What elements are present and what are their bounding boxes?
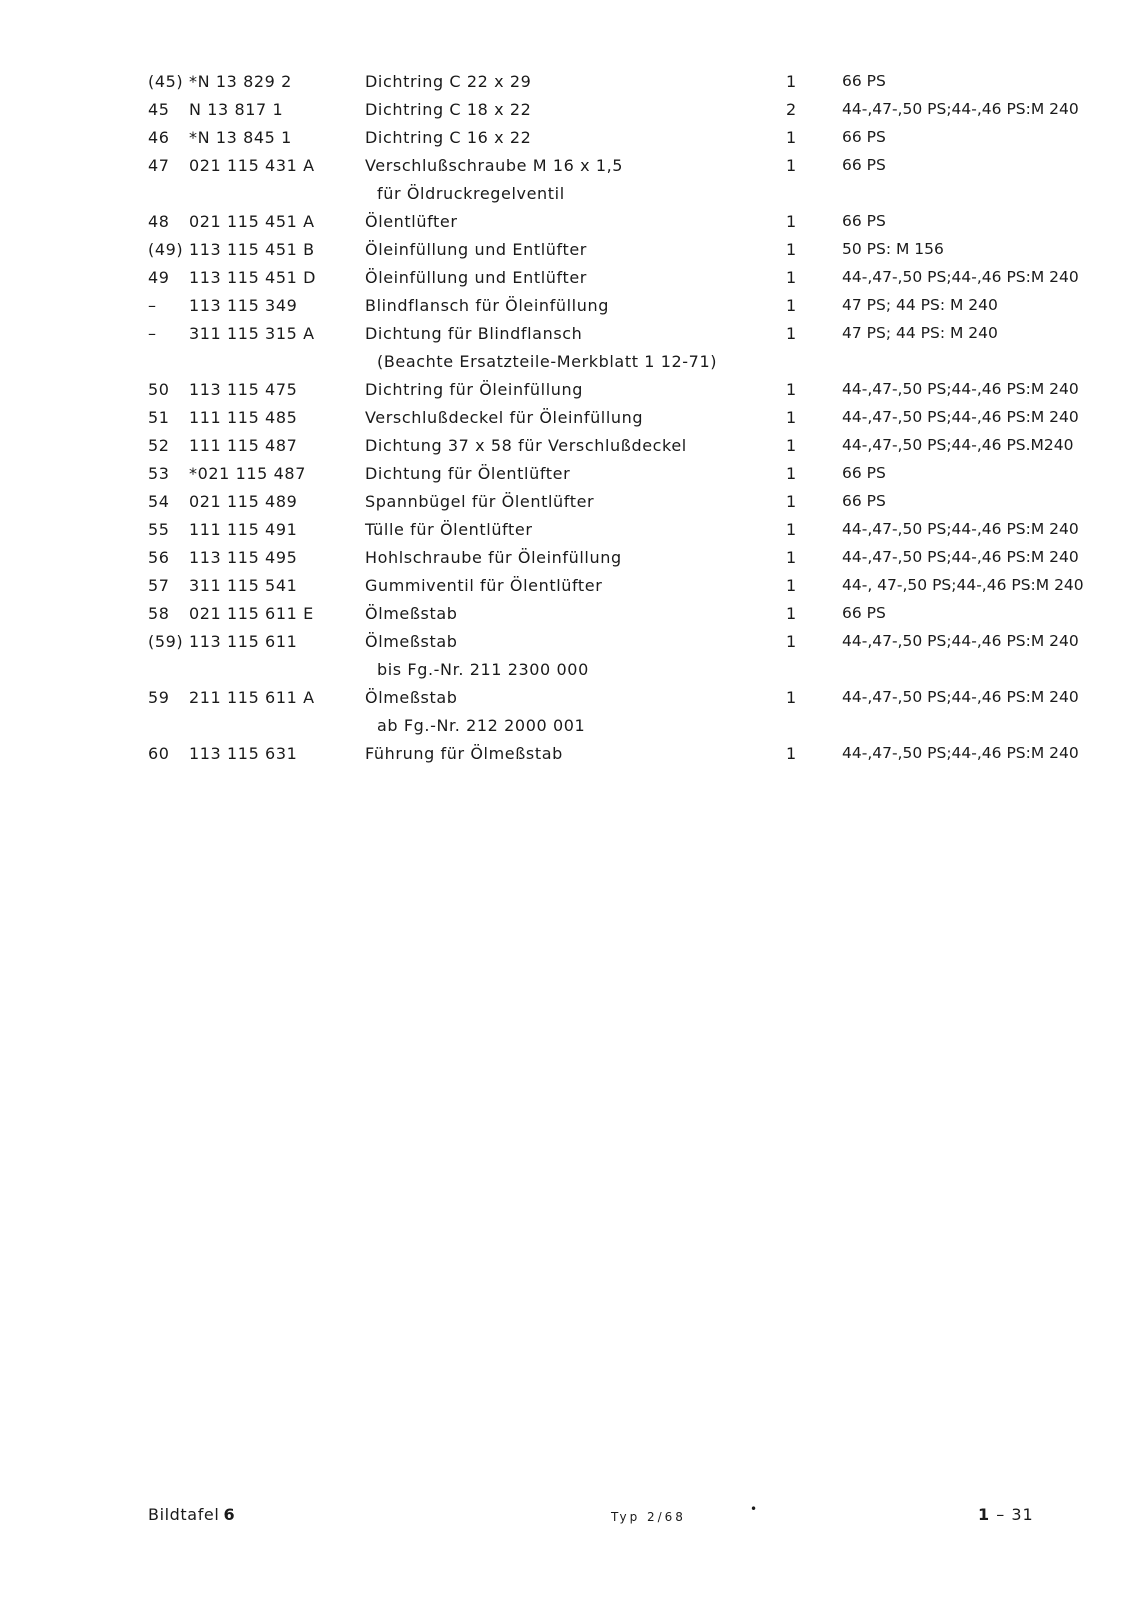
part-number: *021 115 487 (189, 464, 306, 483)
description-continuation: bis Fg.-Nr. 211 2300 000 (377, 660, 589, 679)
remark: 44-,47-,50 PS;44-,46 PS:M 240 (842, 100, 1079, 118)
item-number: 58 (148, 604, 170, 623)
item-number: 45 (148, 100, 170, 119)
description: Gummiventil für Ölentlüfter (365, 576, 603, 595)
part-number: *N 13 829 2 (189, 72, 292, 91)
quantity: 1 (786, 268, 797, 287)
item-number: 55 (148, 520, 170, 539)
part-number: 111 115 491 (189, 520, 298, 539)
remark: 66 PS (842, 492, 886, 510)
item-number: 47 (148, 156, 170, 175)
item-number: 57 (148, 576, 170, 595)
item-number: – (148, 296, 157, 315)
remark: 66 PS (842, 604, 886, 622)
quantity: 2 (786, 100, 797, 119)
page-rest: – 31 (990, 1505, 1034, 1524)
table-row (0, 264, 1134, 292)
description-continuation: ab Fg.-Nr. 212 2000 001 (377, 716, 586, 735)
parts-table (0, 68, 1134, 768)
remark: 44-,47-,50 PS;44-,46 PS:M 240 (842, 744, 1079, 762)
part-number: 113 115 451 B (189, 240, 315, 259)
description: Ölmeßstab (365, 688, 458, 707)
table-row (0, 516, 1134, 544)
part-number: 113 115 475 (189, 380, 298, 399)
table-row (0, 236, 1134, 264)
quantity: 1 (786, 632, 797, 651)
part-number: N 13 817 1 (189, 100, 284, 119)
table-row (0, 292, 1134, 320)
item-number: 52 (148, 436, 170, 455)
item-number: 50 (148, 380, 170, 399)
part-number: 113 115 611 (189, 632, 298, 651)
description: Öleinfüllung und Entlüfter (365, 268, 587, 287)
page-section: 1 (978, 1505, 991, 1524)
item-number: (59) (148, 632, 184, 651)
item-number: (49) (148, 240, 184, 259)
remark: 44-,47-,50 PS;44-,46 PS:M 240 (842, 268, 1079, 286)
part-number: 113 115 495 (189, 548, 298, 567)
description: Spannbügel für Ölentlüfter (365, 492, 595, 511)
quantity: 1 (786, 492, 797, 511)
table-row (0, 432, 1134, 460)
table-row (0, 124, 1134, 152)
description: Dichtung 37 x 58 für Verschlußdeckel (365, 436, 687, 455)
remark: 50 PS: M 156 (842, 240, 944, 258)
quantity: 1 (786, 212, 797, 231)
part-number: 113 115 631 (189, 744, 298, 763)
part-number: 021 115 431 A (189, 156, 315, 175)
description: Ölentlüfter (365, 212, 458, 231)
quantity: 1 (786, 324, 797, 343)
remark: 44-,47-,50 PS;44-,46 PS:M 240 (842, 380, 1079, 398)
description-continuation: für Öldruckregelventil (377, 184, 565, 203)
part-number: 113 115 349 (189, 296, 298, 315)
remark: 47 PS; 44 PS: M 240 (842, 296, 998, 314)
part-number: *N 13 845 1 (189, 128, 292, 147)
part-number: 211 115 611 A (189, 688, 315, 707)
table-row (0, 488, 1134, 516)
remark: 44-,47-,50 PS;44-,46 PS.M240 (842, 436, 1074, 454)
description: Dichtung für Ölentlüfter (365, 464, 571, 483)
table-row-continuation (0, 180, 1134, 208)
description: Verschlußdeckel für Öleinfüllung (365, 408, 644, 427)
plate-number: 6 (223, 1505, 236, 1524)
table-row (0, 600, 1134, 628)
description: Dichtring für Öleinfüllung (365, 380, 583, 399)
remark: 44-, 47-,50 PS;44-,46 PS:M 240 (842, 576, 1084, 594)
quantity: 1 (786, 464, 797, 483)
remark: 44-,47-,50 PS;44-,46 PS:M 240 (842, 632, 1079, 650)
quantity: 1 (786, 604, 797, 623)
quantity: 1 (786, 548, 797, 567)
description: Verschlußschraube M 16 x 1,5 (365, 156, 624, 175)
quantity: 1 (786, 436, 797, 455)
part-number: 311 115 541 (189, 576, 298, 595)
item-number: 56 (148, 548, 170, 567)
table-row (0, 572, 1134, 600)
description: Führung für Ölmeßstab (365, 744, 563, 763)
table-row-continuation (0, 656, 1134, 684)
remark: 44-,47-,50 PS;44-,46 PS:M 240 (842, 688, 1079, 706)
description: Ölmeßstab (365, 632, 458, 651)
remark: 47 PS; 44 PS: M 240 (842, 324, 998, 342)
description: Blindflansch für Öleinfüllung (365, 296, 609, 315)
remark: 44-,47-,50 PS;44-,46 PS:M 240 (842, 408, 1079, 426)
table-row-continuation (0, 348, 1134, 376)
table-row (0, 684, 1134, 712)
quantity: 1 (786, 128, 797, 147)
part-number: 021 115 611 E (189, 604, 314, 623)
part-number: 111 115 485 (189, 408, 298, 427)
quantity: 1 (786, 156, 797, 175)
item-number: (45) (148, 72, 184, 91)
page-number (978, 1505, 1034, 1524)
part-number: 111 115 487 (189, 436, 298, 455)
description: Dichtung für Blindflansch (365, 324, 583, 343)
description-continuation: (Beachte Ersatzteile-Merkblatt 1 12-71) (377, 352, 718, 371)
remark: 66 PS (842, 212, 886, 230)
quantity: 1 (786, 520, 797, 539)
item-number: 53 (148, 464, 170, 483)
table-row (0, 96, 1134, 124)
dot-mark: • (750, 1502, 758, 1516)
remark: 66 PS (842, 72, 886, 90)
table-row (0, 628, 1134, 656)
remark: 66 PS (842, 464, 886, 482)
table-row (0, 152, 1134, 180)
item-number: – (148, 324, 157, 343)
table-row (0, 404, 1134, 432)
description: Tülle für Ölentlüfter (365, 520, 533, 539)
quantity: 1 (786, 576, 797, 595)
description: Hohlschraube für Öleinfüllung (365, 548, 622, 567)
quantity: 1 (786, 72, 797, 91)
item-number: 49 (148, 268, 170, 287)
item-number: 51 (148, 408, 170, 427)
quantity: 1 (786, 380, 797, 399)
quantity: 1 (786, 296, 797, 315)
remark: 44-,47-,50 PS;44-,46 PS:M 240 (842, 520, 1079, 538)
description: Dichtring C 22 x 29 (365, 72, 532, 91)
table-row (0, 740, 1134, 768)
remark: 66 PS (842, 128, 886, 146)
table-row (0, 376, 1134, 404)
part-number: 113 115 451 D (189, 268, 316, 287)
table-row (0, 320, 1134, 348)
item-number: 48 (148, 212, 170, 231)
plate-label (148, 1505, 235, 1524)
part-number: 021 115 451 A (189, 212, 315, 231)
quantity: 1 (786, 240, 797, 259)
quantity: 1 (786, 744, 797, 763)
table-row-continuation (0, 712, 1134, 740)
description: Dichtring C 16 x 22 (365, 128, 532, 147)
item-number: 54 (148, 492, 170, 511)
description: Dichtring C 18 x 22 (365, 100, 532, 119)
description: Ölmeßstab (365, 604, 458, 623)
quantity: 1 (786, 688, 797, 707)
type-label: Typ 2/68 (611, 1510, 686, 1524)
table-row (0, 68, 1134, 96)
item-number: 60 (148, 744, 170, 763)
part-number: 021 115 489 (189, 492, 298, 511)
quantity: 1 (786, 408, 797, 427)
remark: 66 PS (842, 156, 886, 174)
remark: 44-,47-,50 PS;44-,46 PS:M 240 (842, 548, 1079, 566)
plate-text: Bildtafel (148, 1505, 220, 1524)
item-number: 46 (148, 128, 170, 147)
part-number: 311 115 315 A (189, 324, 315, 343)
table-row (0, 460, 1134, 488)
description: Öleinfüllung und Entlüfter (365, 240, 587, 259)
item-number: 59 (148, 688, 170, 707)
table-row (0, 544, 1134, 572)
table-row (0, 208, 1134, 236)
